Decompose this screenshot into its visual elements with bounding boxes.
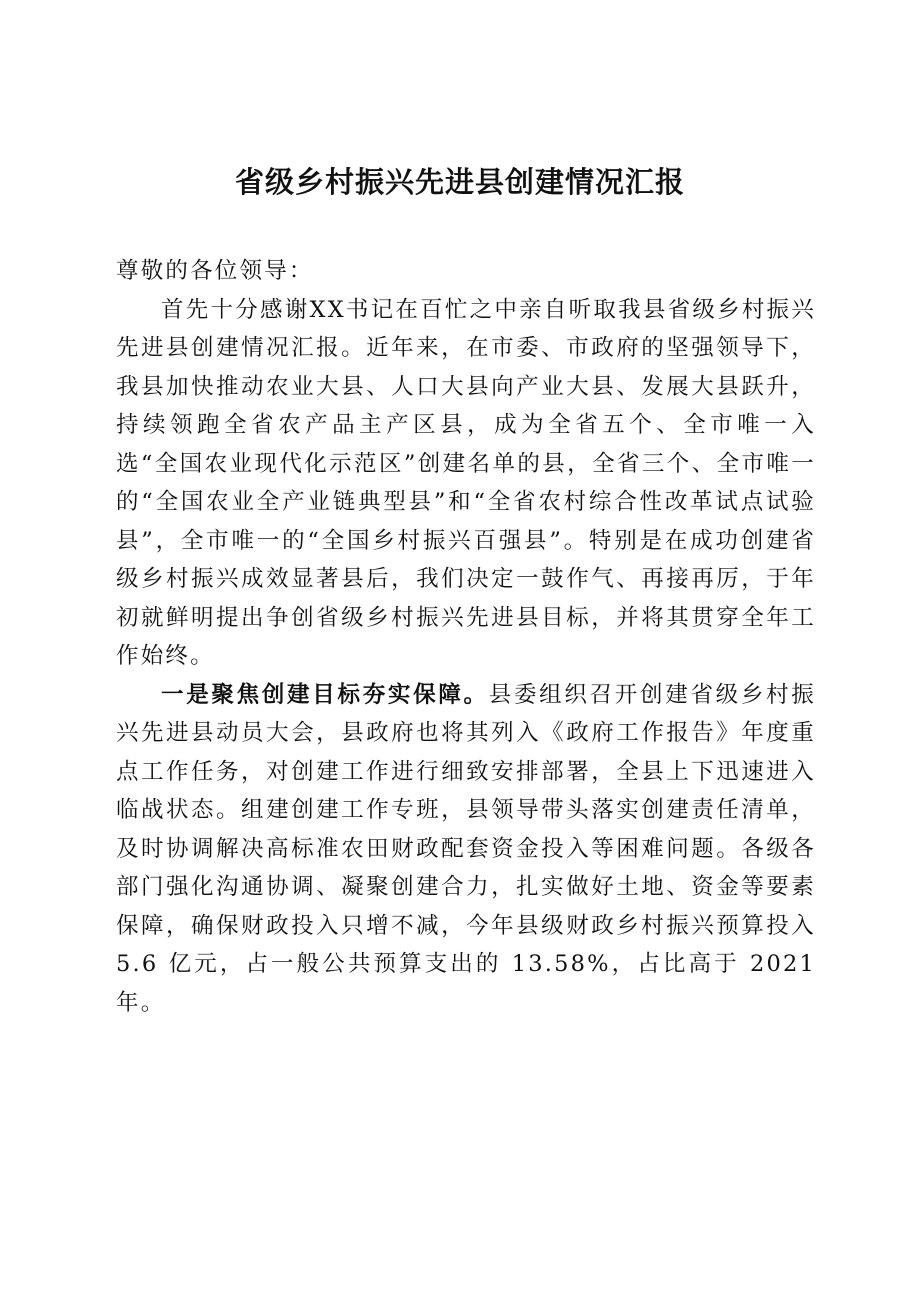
document-body (116, 252, 816, 1022)
paragraph-intro: 首先十分感谢XX书记在百忙之中亲自听取我县省级乡村振兴先进县创建情况汇报。近年来，在市委、市政府的坚强领导下，我县加快推动农业大县、人口大县向产业大县、发展大县跃升，持续领跑全省农产品主产区县，成为全省五个、全市唯一入选“全国农业现代化示范区”创建名单的县，全省三个、全市唯一的“全国农业全产业链典型县”和“全省农村综合性改革试点试验县”，全市唯一的“全国乡村振兴百强县”。特别是在成功创建省级乡村振兴成效显著县后，我们决定一鼓作气、再接再厉，于年初就鲜明提出争创省级乡村振兴先进县目标，并将其贯穿全年工作始终。 (116, 296, 816, 669)
section-one-heading: 一是聚焦创建目标夯实保障。 (161, 681, 489, 708)
salutation: 尊敬的各位领导： (116, 258, 314, 284)
section-one-body: 县委组织召开创建省级乡村振兴先进县动员大会，县政府也将其列入《政府工作报告》年度重点工作任务，对创建工作进行细致安排部署，全县上下迅速进入临战状态。组建创建工作专班，县领导带头落实创建责任清单，及时协调解决高标准农田财政配套资金投入等困难问题。各级各部门强化沟通协调、凝聚创建合力，扎实做好土地、资金等要素保障，确保财政投入只增不减，今年县级财政乡村振兴预算投入 5.6 亿元，占一般公共预算支出的 13.58%，占比高于 2021 年。 (116, 681, 816, 1016)
document-title: 省级乡村振兴先进县创建情况汇报 (234, 165, 685, 199)
paragraph-section-one (116, 676, 816, 1023)
